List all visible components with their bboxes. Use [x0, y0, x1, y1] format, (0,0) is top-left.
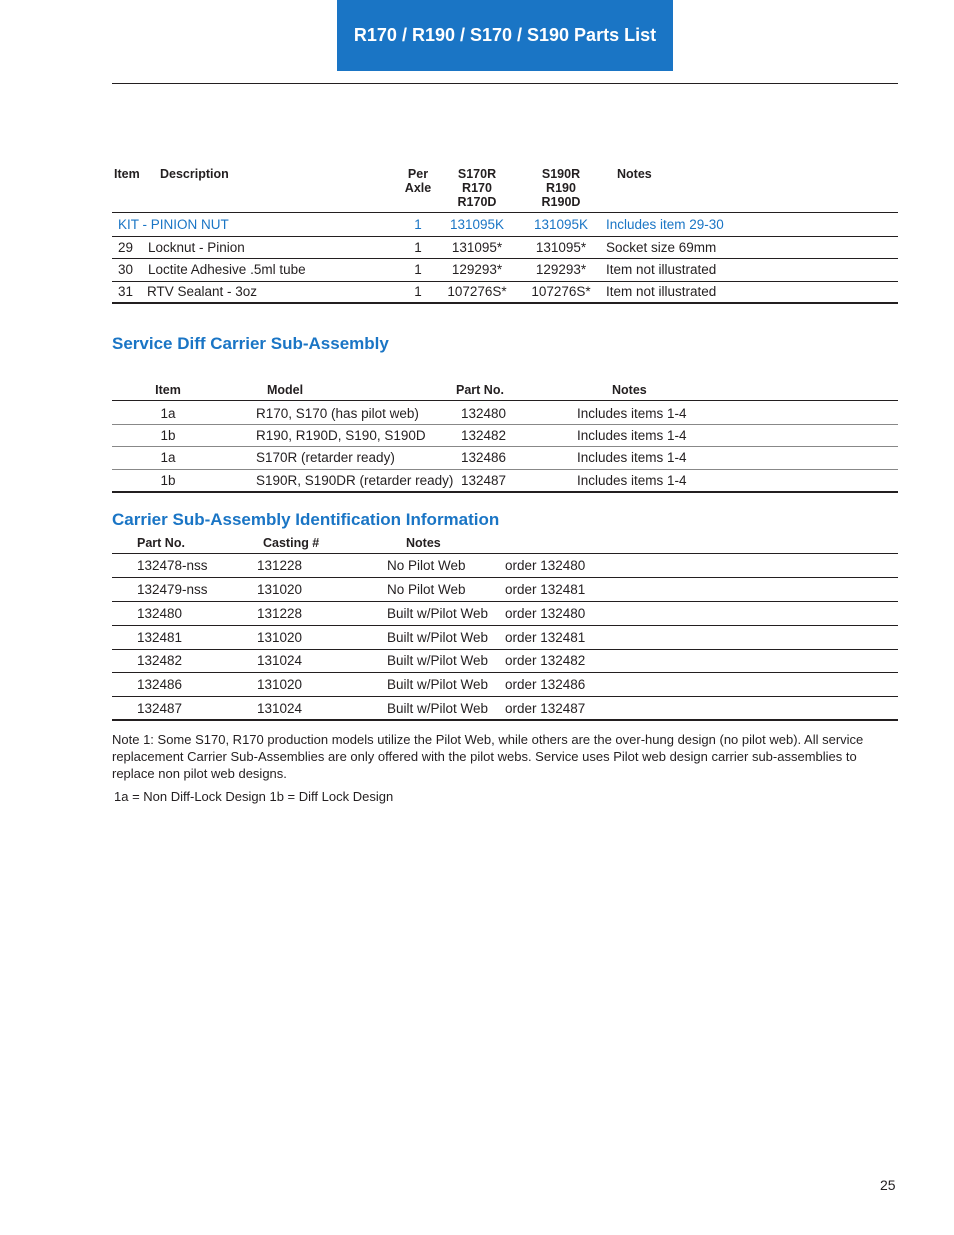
page-number: 25 [880, 1177, 896, 1193]
id-header-casting: Casting # [263, 536, 320, 550]
row-divider [112, 258, 898, 259]
parts-row-description: KIT - PINION NUT [118, 217, 229, 232]
service-header-model: Model [267, 383, 304, 397]
id-row-part-no: 132487 [137, 701, 183, 716]
service-row-item: 1a [160, 450, 176, 465]
row-divider [112, 424, 898, 425]
parts-row-notes: Socket size 69mm [606, 240, 717, 255]
parts-row-per-axle: 1 [414, 262, 422, 277]
id-row-casting: 131228 [257, 606, 303, 621]
id-row-casting: 131020 [257, 677, 303, 692]
id-row-casting: 131228 [257, 558, 303, 573]
design-legend: 1a = Non Diff-Lock Design 1b = Diff Lock Design [114, 789, 394, 804]
id-row-notes: Built w/Pilot Web [387, 677, 489, 692]
parts-header-item: Item [114, 167, 140, 181]
id-header-part-no: Part No. [137, 536, 185, 550]
id-row-part-no: 132479-nss [137, 582, 208, 597]
row-divider [112, 469, 898, 470]
service-row-part-no: 132487 [461, 473, 507, 488]
id-row-order: order 132486 [505, 677, 586, 692]
service-row-notes: Includes items 1-4 [577, 450, 687, 465]
parts-row-s190: 131095* [535, 240, 587, 255]
parts-row-description: Loctite Adhesive .5ml tube [148, 262, 306, 277]
service-row-model: R190, R190D, S190, S190D [256, 428, 426, 443]
row-divider [112, 236, 898, 237]
id-row-order: order 132480 [505, 558, 586, 573]
service-header-rule [112, 400, 898, 401]
row-divider [112, 446, 898, 447]
id-row-order: order 132487 [505, 701, 586, 716]
service-row-item: 1b [160, 428, 176, 443]
parts-header-s190: S190R R190 R190D [541, 167, 581, 209]
row-divider [112, 649, 898, 650]
parts-row-s170: 107276S* [447, 284, 507, 299]
parts-row-item: 30 [118, 262, 134, 277]
id-row-casting: 131024 [257, 701, 303, 716]
row-divider [112, 601, 898, 602]
id-row-part-no: 132480 [137, 606, 183, 621]
parts-row-per-axle: 1 [414, 217, 422, 232]
parts-row-s190: 107276S* [531, 284, 591, 299]
id-row-casting: 131024 [257, 653, 303, 668]
row-divider [112, 672, 898, 673]
id-section-title: Carrier Sub-Assembly Identification Information [112, 510, 500, 529]
id-row-casting: 131020 [257, 582, 303, 597]
parts-row-item: 29 [118, 240, 134, 255]
id-row-notes: Built w/Pilot Web [387, 701, 489, 716]
service-header-part-no: Part No. [456, 383, 504, 397]
row-divider [112, 577, 898, 578]
id-row-notes: Built w/Pilot Web [387, 630, 489, 645]
id-row-part-no: 132486 [137, 677, 183, 692]
id-row-part-no: 132478-nss [137, 558, 208, 573]
id-row-notes: Built w/Pilot Web [387, 606, 489, 621]
parts-header-s170: S170R R170 R170D [457, 167, 497, 209]
table-bottom-rule [112, 491, 898, 493]
row-divider [112, 625, 898, 626]
parts-row-s170: 131095* [451, 240, 503, 255]
parts-row-item: 31 [118, 284, 134, 299]
service-row-notes: Includes items 1-4 [577, 473, 687, 488]
id-row-order: order 132480 [505, 606, 586, 621]
row-divider [112, 696, 898, 697]
service-row-notes: Includes items 1-4 [577, 406, 687, 421]
parts-row-per-axle: 1 [414, 240, 422, 255]
table-bottom-rule [112, 302, 898, 304]
parts-row-s190: 131095K [533, 217, 589, 232]
id-header-notes: Notes [406, 536, 441, 550]
page-title-banner [337, 0, 673, 71]
id-row-casting: 131020 [257, 630, 303, 645]
parts-row-description: Locknut - Pinion [148, 240, 245, 255]
parts-row-notes: Item not illustrated [606, 284, 717, 299]
parts-header-description: Description [160, 167, 229, 181]
parts-row-s170: 131095K [449, 217, 505, 232]
id-row-order: order 132481 [505, 630, 586, 645]
service-row-model: R170, S170 (has pilot web) [256, 406, 419, 421]
parts-header-rule [112, 212, 898, 213]
parts-row-description: RTV Sealant - 3oz [147, 284, 258, 299]
parts-header-per-axle: Per Axle [404, 167, 432, 195]
parts-row-notes: Item not illustrated [606, 262, 717, 277]
note-1: Note 1: Some S170, R170 production models utilize the Pilot Web, while others are the over-hung design (no pilot web). All service replacement Carrier Sub-Assemblies are only offered with the pilot webs. Service uses Pilot web design carrier sub-assemblies to replace non pilot web designs. [112, 732, 864, 781]
service-header-notes: Notes [612, 383, 647, 397]
service-section-title: Service Diff Carrier Sub-Assembly [112, 334, 389, 353]
service-header-item: Item [155, 383, 181, 397]
id-row-notes: No Pilot Web [387, 582, 466, 597]
page-title: R170 / R190 / S170 / S190 Parts List [353, 25, 657, 45]
id-row-order: order 132481 [505, 582, 586, 597]
service-row-part-no: 132482 [461, 428, 507, 443]
id-row-notes: Built w/Pilot Web [387, 653, 489, 668]
row-divider [112, 281, 898, 282]
parts-header-notes: Notes [617, 167, 652, 181]
id-row-notes: No Pilot Web [387, 558, 466, 573]
service-row-notes: Includes items 1-4 [577, 428, 687, 443]
parts-row-per-axle: 1 [414, 284, 422, 299]
service-row-model: S190R, S190DR (retarder ready) [256, 473, 454, 488]
service-row-model: S170R (retarder ready) [256, 450, 395, 465]
service-row-item: 1a [160, 406, 176, 421]
parts-row-notes: Includes item 29-30 [606, 217, 724, 232]
parts-row-s170: 129293* [451, 262, 503, 277]
id-row-part-no: 132481 [137, 630, 183, 645]
service-row-part-no: 132486 [461, 450, 507, 465]
id-header-rule [112, 553, 898, 554]
table-bottom-rule [112, 719, 898, 721]
id-row-order: order 132482 [505, 653, 586, 668]
service-row-part-no: 132480 [461, 406, 507, 421]
parts-row-s190: 129293* [535, 262, 587, 277]
id-row-part-no: 132482 [137, 653, 183, 668]
service-row-item: 1b [160, 473, 176, 488]
header-divider [112, 83, 898, 84]
